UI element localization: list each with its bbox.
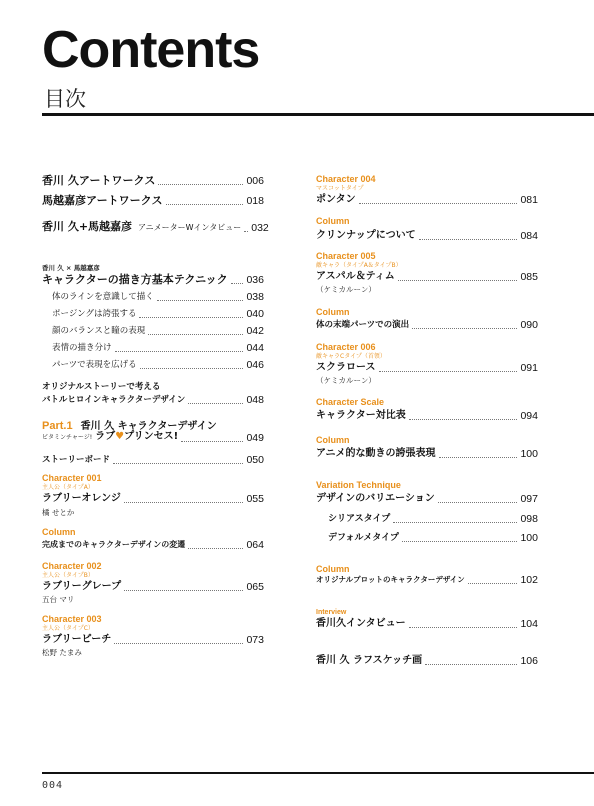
entry-category: Column xyxy=(42,527,76,537)
entry-title: キャラクター対比表 xyxy=(316,410,406,421)
leader-dots xyxy=(148,334,243,335)
entry-subcategory: 主人公（タイプA） xyxy=(42,484,94,491)
leader-dots xyxy=(114,643,243,644)
leader-dots xyxy=(439,457,518,458)
entry-page: 055 xyxy=(246,493,264,505)
leader-dots xyxy=(393,522,517,523)
entry-title: 香川 久+馬越嘉彦 xyxy=(42,220,133,233)
entry-title: クリンナップについて xyxy=(316,230,416,241)
entry-page: 091 xyxy=(520,362,538,374)
entry-page: 064 xyxy=(246,539,264,551)
entry-title: 香川久インタビュー xyxy=(316,618,406,629)
entry-page: 085 xyxy=(520,271,538,283)
leader-dots xyxy=(419,239,518,240)
entry-category: Character 003 xyxy=(42,614,102,624)
entry-subtitle: 松野 たまみ xyxy=(42,648,82,657)
leader-dots xyxy=(188,403,243,404)
entry-page: 048 xyxy=(246,394,264,406)
leader-dots xyxy=(425,664,517,665)
leader-dots xyxy=(231,283,244,284)
footer-rule xyxy=(42,772,594,774)
leader-dots xyxy=(113,463,243,464)
entry-kicker: 香川 久 × 馬越嘉彦 xyxy=(42,264,100,272)
entry-title: オリジナルプロットのキャラクターデザイン xyxy=(316,575,465,584)
entry-title: 表情の描き分け xyxy=(52,343,112,353)
page-number: 004 xyxy=(42,780,64,791)
entry-title: ポージングは誇張する xyxy=(52,309,137,319)
header-rule xyxy=(42,113,594,116)
entry-title: アニメ的な動きの誇張表現 xyxy=(316,448,436,459)
entry-title: パーツで表現を広げる xyxy=(52,360,137,370)
entry-category: Character 005 xyxy=(316,251,376,261)
entry-page: 040 xyxy=(246,308,264,320)
leader-dots xyxy=(124,502,244,503)
entry-page: 042 xyxy=(246,325,264,337)
entry-category: Variation Technique xyxy=(316,480,401,490)
leader-dots xyxy=(188,548,243,549)
entry-page: 032 xyxy=(251,222,269,234)
entry-title: アスパル＆ティム xyxy=(316,271,395,282)
entry-title: スクラロース xyxy=(316,362,376,373)
entry-title: シリアスタイプ xyxy=(328,514,391,524)
entry-title: 体の末端パーツでの演出 xyxy=(316,320,410,330)
entry-page: 073 xyxy=(246,634,264,646)
entry-page: 100 xyxy=(520,448,538,460)
leader-dots xyxy=(139,317,243,318)
entry-title: ラブリーグレープ xyxy=(42,581,122,592)
entry-title: デザインのバリエーション xyxy=(316,493,435,504)
part-label: Part.1 xyxy=(42,420,73,432)
entry-category: Interview xyxy=(316,609,347,616)
leader-dots xyxy=(166,204,244,205)
page-title: Contents xyxy=(42,21,260,79)
entry-title: 香川 久アートワークス xyxy=(42,174,156,187)
entry-title: ポンタン xyxy=(316,194,356,205)
leader-dots xyxy=(244,231,248,232)
entry-category: Character 006 xyxy=(316,342,376,352)
entry-title-line1: オリジナルストーリーで考える xyxy=(42,382,161,392)
entry-page: 044 xyxy=(246,342,264,354)
entry-subtitle: （ケミカルーン） xyxy=(316,376,376,385)
entry-page: 100 xyxy=(520,532,538,544)
leader-dots xyxy=(409,627,518,628)
entry-title: キャラクターの描き方基本テクニック xyxy=(42,273,228,286)
entry-page: 094 xyxy=(520,410,538,422)
leader-dots xyxy=(181,441,243,442)
leader-dots xyxy=(124,590,243,591)
leader-dots xyxy=(438,502,518,503)
entry-subcategory: 主人公（タイプC） xyxy=(42,625,94,632)
entry-title: 体のラインを意識して描く xyxy=(52,292,154,302)
leader-dots xyxy=(157,300,244,301)
entry-title: ストーリーボード xyxy=(42,455,111,465)
entry-page: 018 xyxy=(246,195,264,207)
entry-subcategory: マスコットタイプ xyxy=(316,185,364,192)
entry-title: ラブリーオレンジ xyxy=(42,493,121,504)
entry-page: 090 xyxy=(520,319,538,331)
entry-subcategory: 敵キャラ（タイプA＆タイプB） xyxy=(316,262,402,269)
entry-category: Character 001 xyxy=(42,473,102,483)
entry-page: 036 xyxy=(246,274,264,286)
entry-subtitle: （ケミカルーン） xyxy=(316,285,376,294)
leader-dots xyxy=(468,583,518,584)
entry-page: 102 xyxy=(520,574,538,586)
leader-dots xyxy=(115,351,244,352)
entry-page: 050 xyxy=(246,454,264,466)
entry-page: 065 xyxy=(246,581,264,593)
entry-category: Character 004 xyxy=(316,174,376,184)
entry-title-2b: プリンセス! xyxy=(124,431,179,442)
entry-page: 049 xyxy=(246,432,264,444)
entry-category: Column xyxy=(316,564,350,574)
page-subtitle: 目次 xyxy=(44,87,86,111)
leader-dots xyxy=(379,371,518,372)
heart-icon: ♥ xyxy=(115,431,125,442)
entry-page: 106 xyxy=(520,655,538,667)
entry-category: Column xyxy=(316,216,350,226)
entry-category: Column xyxy=(316,307,350,317)
entry-title: 馬越嘉彦アートワークス xyxy=(42,194,163,207)
entry-subcategory: 主人公（タイプB） xyxy=(42,572,94,579)
entry-note: アニメーターWインタビュー xyxy=(138,223,242,232)
entry-subcategory: 敵キャラCタイプ（首領） xyxy=(316,353,386,360)
entry-page: 098 xyxy=(520,513,538,525)
leader-dots xyxy=(359,203,518,204)
leader-dots xyxy=(158,184,243,185)
entry-page: 081 xyxy=(520,194,538,206)
entry-kicker: ビタミンチャージ! xyxy=(42,434,93,441)
entry-title: 顔のバランスと瞳の表現 xyxy=(52,326,146,336)
entry-category: Character 002 xyxy=(42,561,102,571)
entry-page: 084 xyxy=(520,230,538,242)
leader-dots xyxy=(398,280,518,281)
entry-title: ラブリーピーチ xyxy=(42,634,112,645)
entry-title: 香川 久 キャラクターデザイン xyxy=(80,421,217,432)
entry-title: デフォルメタイプ xyxy=(328,533,399,543)
entry-title-line2: バトルヒロインキャラクターデザイン xyxy=(42,395,186,405)
entry-page: 006 xyxy=(246,175,264,187)
entry-title: 香川 久 ラフスケッチ画 xyxy=(316,655,423,666)
entry-page: 038 xyxy=(246,291,264,303)
entry-subtitle: 橘 せとか xyxy=(42,508,75,517)
leader-dots xyxy=(412,328,517,329)
entry-page: 104 xyxy=(520,618,538,630)
entry-page: 046 xyxy=(246,359,264,371)
entry-category: Character Scale xyxy=(316,397,385,407)
entry-title-2a: ラブ xyxy=(95,431,116,442)
entry-subtitle: 五台 マリ xyxy=(42,595,75,604)
entry-page: 097 xyxy=(520,493,538,505)
leader-dots xyxy=(409,419,518,420)
leader-dots xyxy=(402,541,518,542)
entry-category: Column xyxy=(316,435,350,445)
leader-dots xyxy=(140,368,244,369)
entry-title: 完成までのキャラクターデザインの変遷 xyxy=(42,540,186,549)
